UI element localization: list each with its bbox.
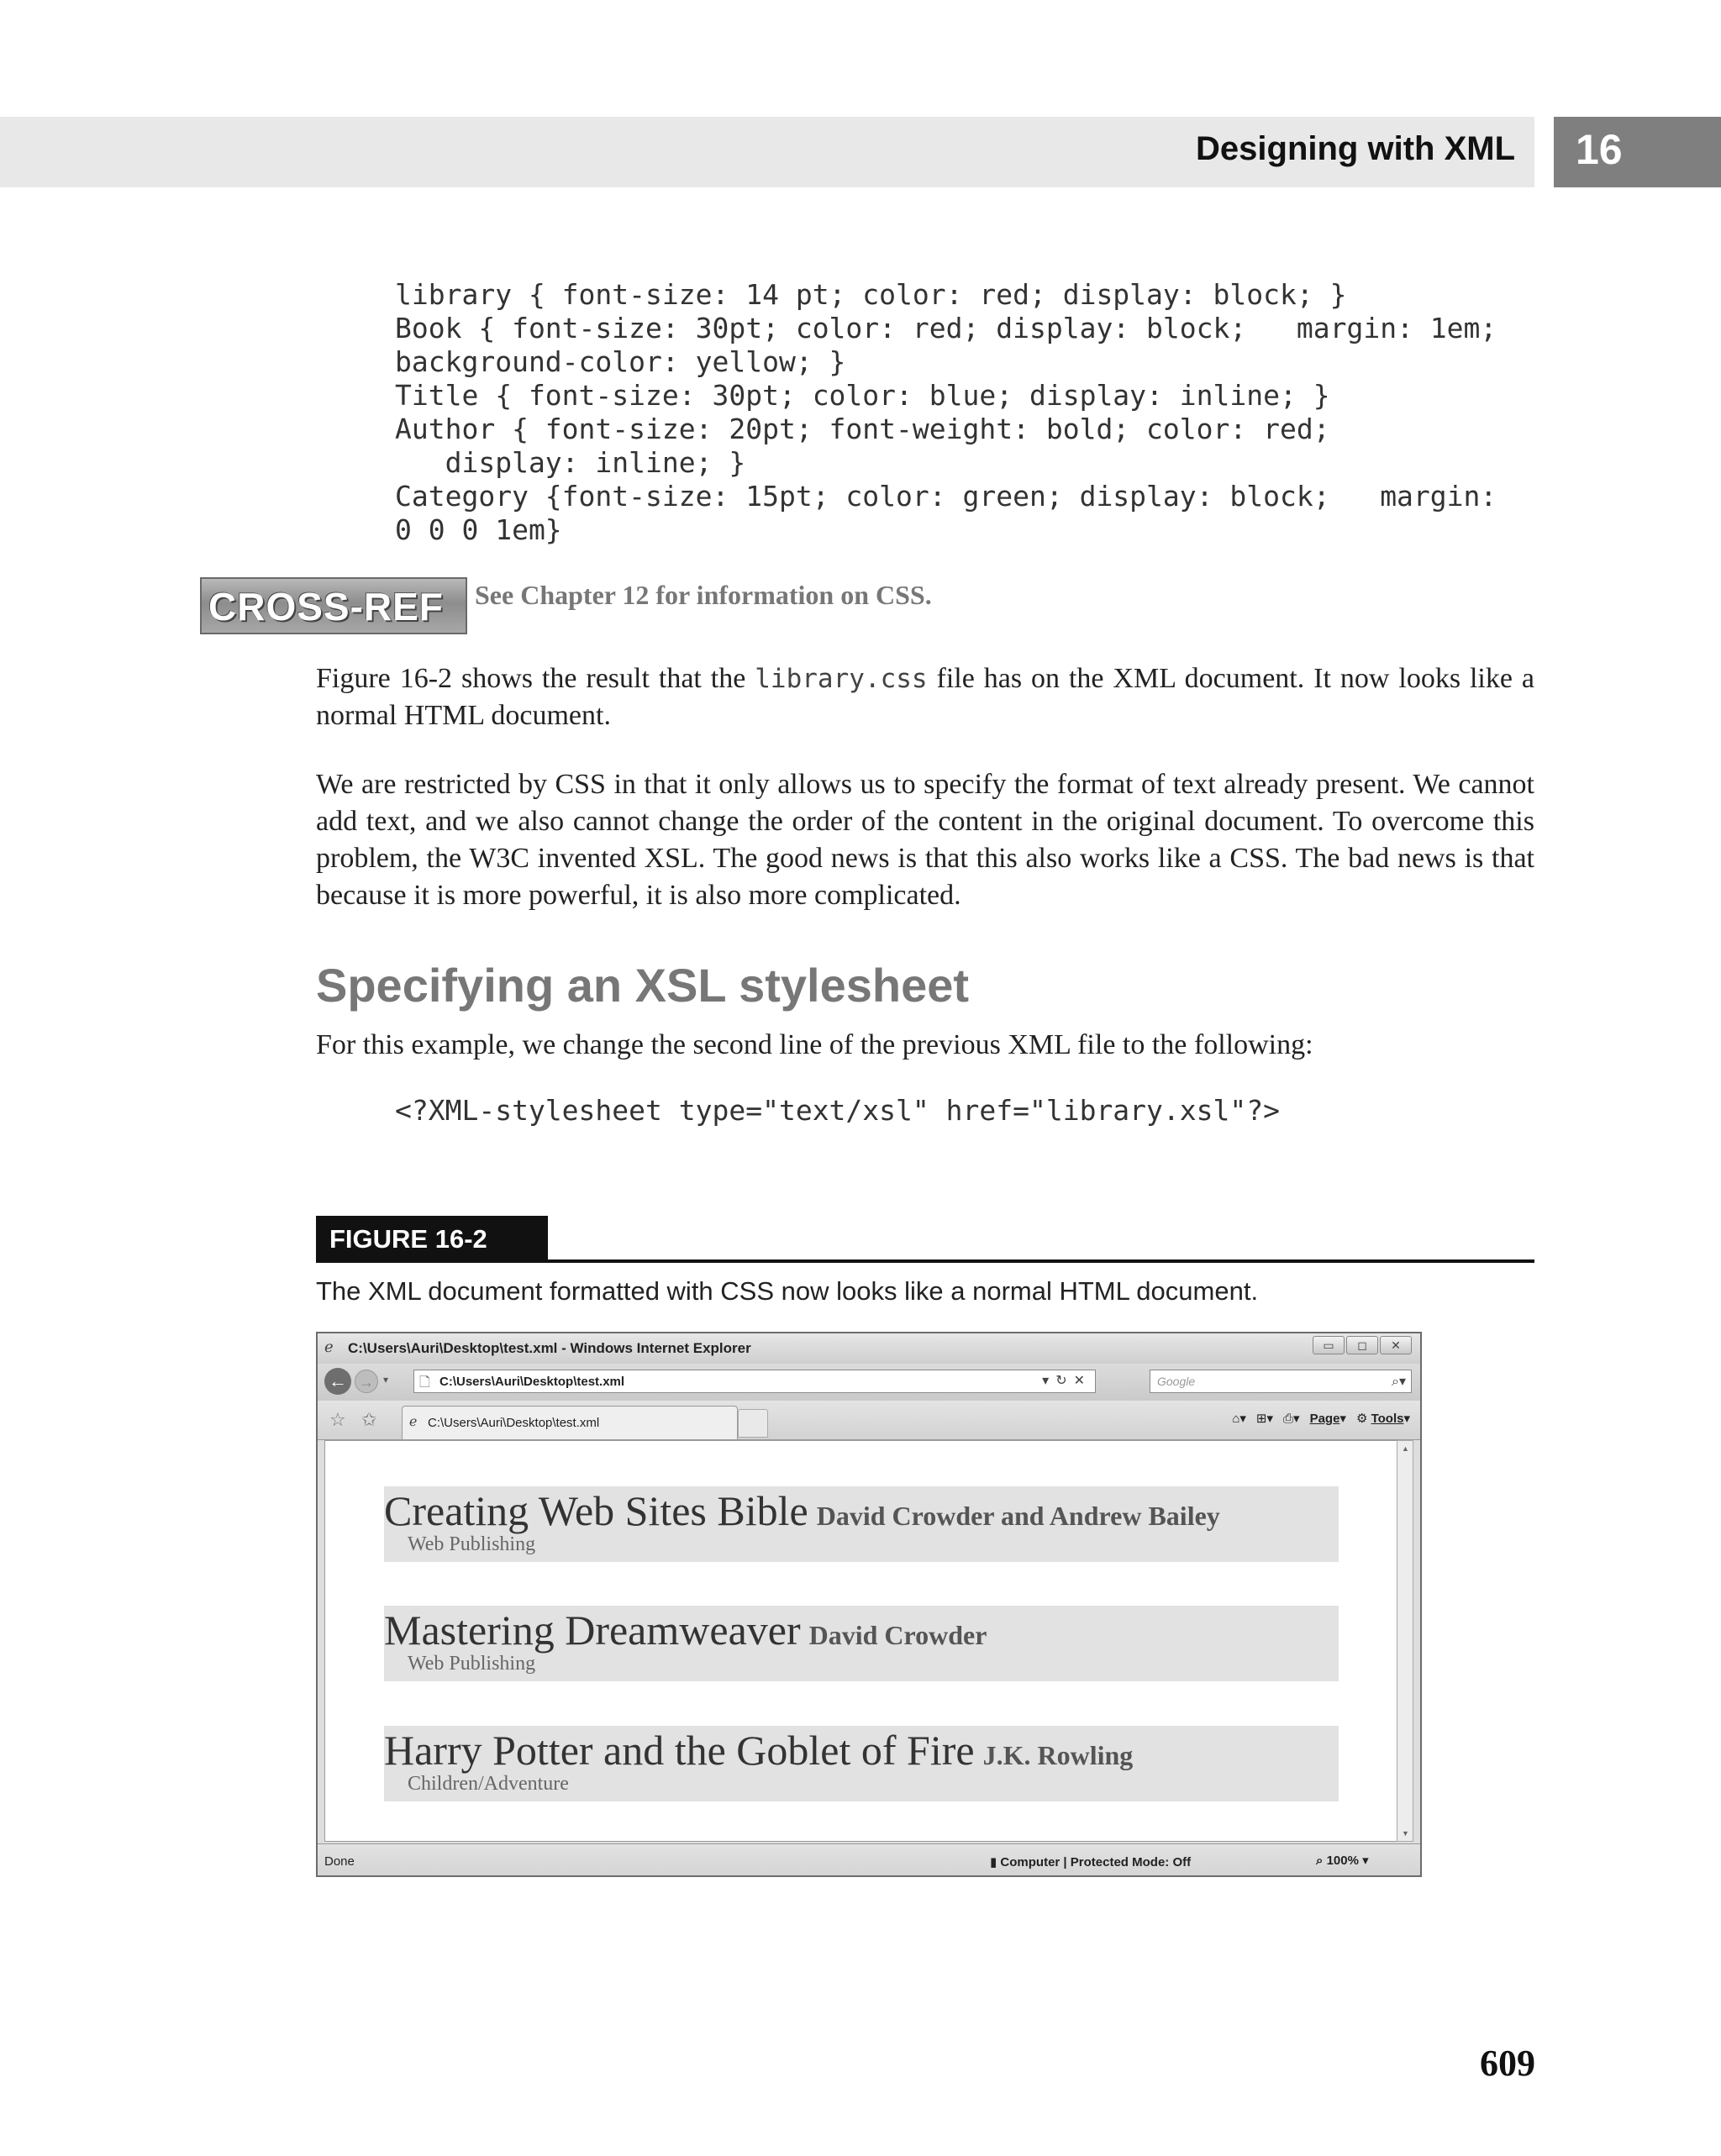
security-zone [990,1854,1191,1869]
book-title-line [384,1486,1220,1535]
inline-code-library-css: library.css [755,664,928,694]
browser-window [316,1332,1422,1877]
book-entry [384,1486,1339,1562]
book-title: Harry Potter and the Goblet of Fire [384,1727,975,1774]
vertical-scrollbar[interactable] [1397,1440,1413,1842]
cross-ref-badge [200,577,467,634]
section-heading: Specifying an XSL stylesheet [316,959,970,1012]
minimize-icon[interactable]: ▭ [1313,1336,1345,1354]
paragraph-css-restriction: We are restricted by CSS in that it only allows us to specify the format of text already present. We cannot add text, and we also cannot change the order of the content in the original document. To overcome this problem, the W3C invented XSL. The good news is that this also works like a CSS. The bad news is that because it is more powerful, it is also more complicated. [316,769,1534,911]
book-category: Web Publishing [408,1653,536,1675]
add-favorites-icon[interactable]: ✩ [361,1409,377,1430]
book-title-line [384,1726,1133,1775]
figure-rule [316,1259,1534,1263]
browser-nav-bar [318,1364,1420,1401]
page-number: 609 [1480,2043,1535,2084]
paragraph-xsl-intro: For this example, we change the second line of the previous XML file to the following: [316,1029,1313,1060]
figure-label-text: FIGURE 16-2 [329,1224,487,1254]
chapter-number-box [1554,117,1721,187]
browser-tab-bar [318,1401,1420,1440]
address-buttons[interactable]: ▾↻✕ [1042,1374,1092,1388]
book-entry [384,1606,1339,1681]
home-icon[interactable]: ⌂▾ [1232,1412,1246,1426]
paragraph-text-after: file has on the XML document. It now looks like a normal HTML document. [316,663,1534,731]
print-icon[interactable]: ⎙▾ [1283,1412,1300,1426]
paragraph-text-before: Figure 16-2 shows the result that the [316,663,755,694]
search-box[interactable] [1150,1370,1412,1393]
command-bar [1232,1411,1410,1426]
book-entry [384,1726,1339,1801]
paragraph-figure-reference [316,660,1534,734]
tools-menu[interactable]: ⚙ Tools▾ [1355,1412,1410,1426]
book-title-line [384,1606,987,1654]
scroll-up-icon[interactable]: ▲ [1402,1444,1409,1453]
ie-tab-icon: ℯ [409,1415,418,1429]
new-tab-button[interactable] [738,1409,768,1438]
css-code-listing: library { font-size: 14 pt; color: red; display: block; } Book { font-size: 30pt; color: red; display: block; margin: 1em; background-color: yellow; } Title { font-size: 30pt; color: blue; display: inline; } Author { font-size: 20pt; font-weight: bold; color: red; display: inline; } Category {font-size: 15pt; color: green; display: block; margin: 0 0 0 1em} [395,278,1497,546]
browser-status-bar [318,1843,1420,1877]
security-zone-text: Computer | Protected Mode: Off [1000,1855,1192,1869]
history-dropdown-icon[interactable]: ▾ [383,1374,389,1386]
browser-tab[interactable] [402,1406,738,1439]
ie-logo-icon: ℯ [324,1338,334,1355]
book-author: J.K. Rowling [982,1740,1134,1770]
book-author: David Crowder [808,1620,987,1650]
chapter-number: 16 [1576,126,1623,173]
maximize-icon[interactable]: ◻ [1346,1336,1378,1354]
browser-window-title: C:\Users\Auri\Desktop\test.xml - Windows Internet Explorer [348,1340,751,1356]
browser-tab-title: C:\Users\Auri\Desktop\test.xml [428,1416,600,1430]
zoom-level: 100% [1326,1854,1359,1868]
xsl-code-listing: <?XML-stylesheet type="text/xsl" href="library.xsl"?> [395,1094,1280,1127]
page-menu[interactable]: Page▾ [1309,1412,1346,1426]
book-category: Web Publishing [408,1533,536,1555]
page-icon: 🗋 [419,1375,430,1390]
book-title: Mastering Dreamweaver [384,1606,801,1654]
browser-title-bar [318,1333,1420,1364]
zoom-icon: ⌕ [1316,1854,1327,1868]
cross-ref-text: See Chapter 12 for information on CSS. [475,580,932,610]
forward-arrow-icon[interactable]: → [355,1370,378,1393]
status-text: Done [324,1854,355,1869]
book-category: Children/Adventure [408,1773,569,1795]
search-icon[interactable]: ⌕▾ [1392,1375,1406,1389]
feeds-icon[interactable]: ⊞▾ [1255,1412,1274,1426]
close-icon[interactable]: ✕ [1380,1336,1412,1354]
favorites-star-icon[interactable]: ☆ [329,1409,346,1430]
computer-icon: ▮ [990,1855,1001,1869]
address-bar[interactable] [413,1370,1096,1393]
figure-caption: The XML document formatted with CSS now looks like a normal HTML document. [316,1276,1259,1306]
scroll-down-icon[interactable]: ▼ [1402,1829,1409,1838]
back-arrow-icon[interactable]: ← [324,1368,351,1395]
address-text: C:\Users\Auri\Desktop\test.xml [439,1375,625,1389]
browser-content [324,1440,1398,1842]
book-title: Creating Web Sites Bible [384,1487,808,1534]
running-header-title: Designing with XML [1196,130,1515,167]
book-author: David Crowder and Andrew Bailey [816,1501,1220,1531]
cross-ref-badge-label: CROSS-REF [208,585,444,628]
window-controls [1313,1336,1412,1354]
zoom-control[interactable]: ⌕ 100% ▾ [1316,1854,1369,1868]
search-placeholder: Google [1157,1375,1196,1388]
figure-label [316,1216,548,1261]
